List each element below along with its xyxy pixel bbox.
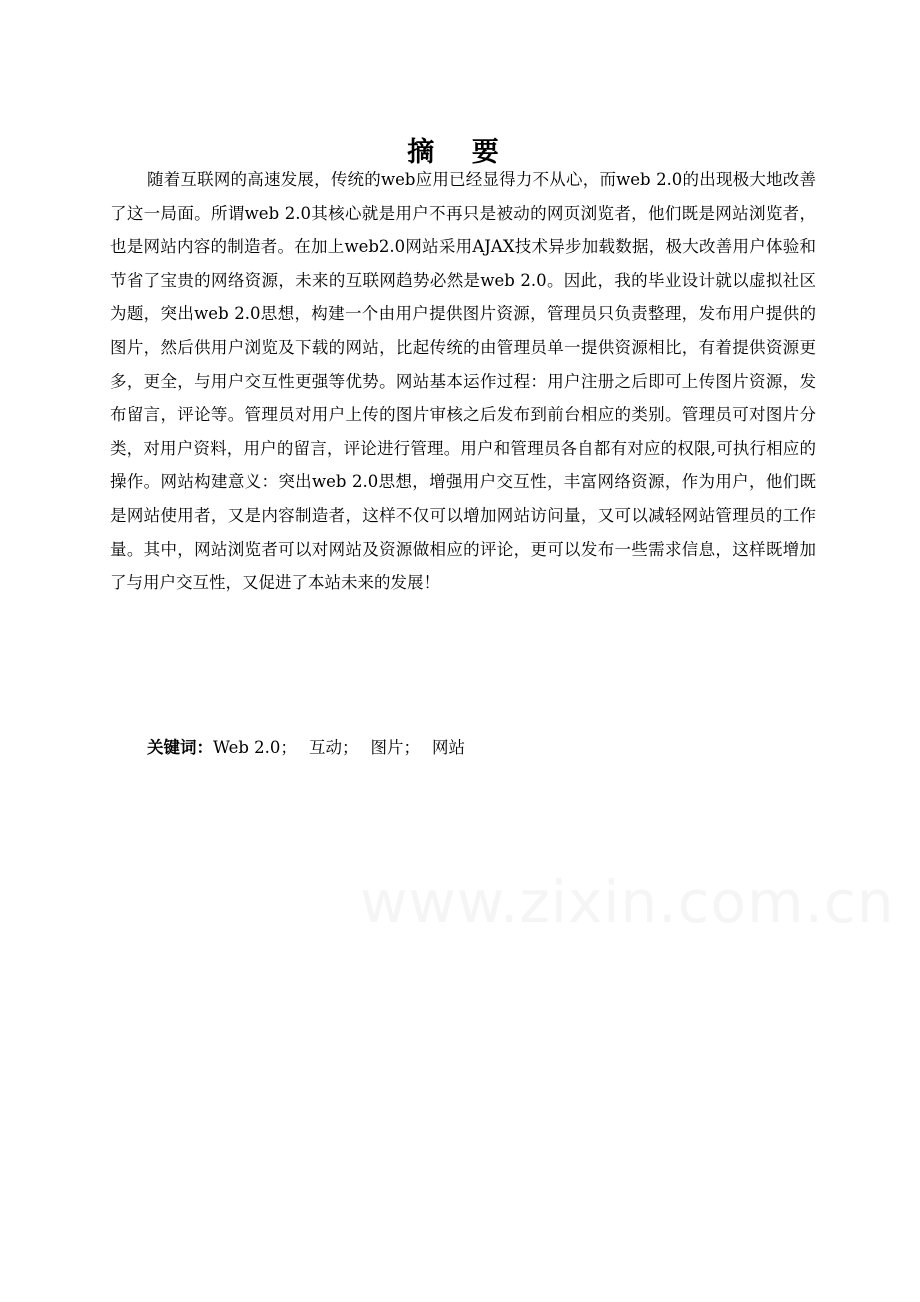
watermark: www.zixin.com.cn (360, 868, 895, 936)
keyword-item: Web 2.0； (213, 738, 297, 757)
keyword-item: 互动； (308, 738, 359, 757)
keywords-line (147, 733, 477, 763)
abstract-body: 随着互联网的高速发展，传统的web应用已经显得力不从心，而web 2.0的出现极大地改善了这一局面。所谓web 2.0其核心就是用户不再只是被动的网页浏览者，他们既是网站浏览者，也是网站内容的制造者。在加上web2.0网站采用AJAX技术异步加载数据，极大改善用户体验和节省了宝贵的网络资源，未来的互联网趋势必然是web 2.0。因此，我的毕业设计就以虚拟社区为题，突出web 2.0思想，构建一个由用户提供图片资源，管理员只负责整理，发布用户提供的图片，然后供用户浏览及下载的网站，比起传统的由管理员单一提供资源相比，有着提供资源更多，更全，与用户交互性更强等优势。网站基本运作过程：用户注册之后即可上传图片资源，发布留言，评论等。管理员对用户上传的图片审核之后发布到前台相应的类别。管理员可对图片分类，对用户资料，用户的留言，评论进行管理。用户和管理员各自都有对应的权限,可执行相应的操作。网站构建意义：突出web 2.0思想，增强用户交互性，丰富网络资源，作为用户，他们既是网站使用者，又是内容制造者，这样不仅可以增加网站访问量，又可以减轻网站管理员的工作量。其中，网站浏览者可以对网站及资源做相应的评论，更可以发布一些需求信息，这样既增加了与用户交互性，又促进了本站未来的发展！ (110, 170, 816, 593)
keyword-item: 图片； (370, 738, 420, 757)
keyword-item: 网站 (431, 738, 465, 757)
abstract-title: 摘 要 (407, 137, 513, 168)
keywords-label: 关键词： (147, 738, 213, 757)
